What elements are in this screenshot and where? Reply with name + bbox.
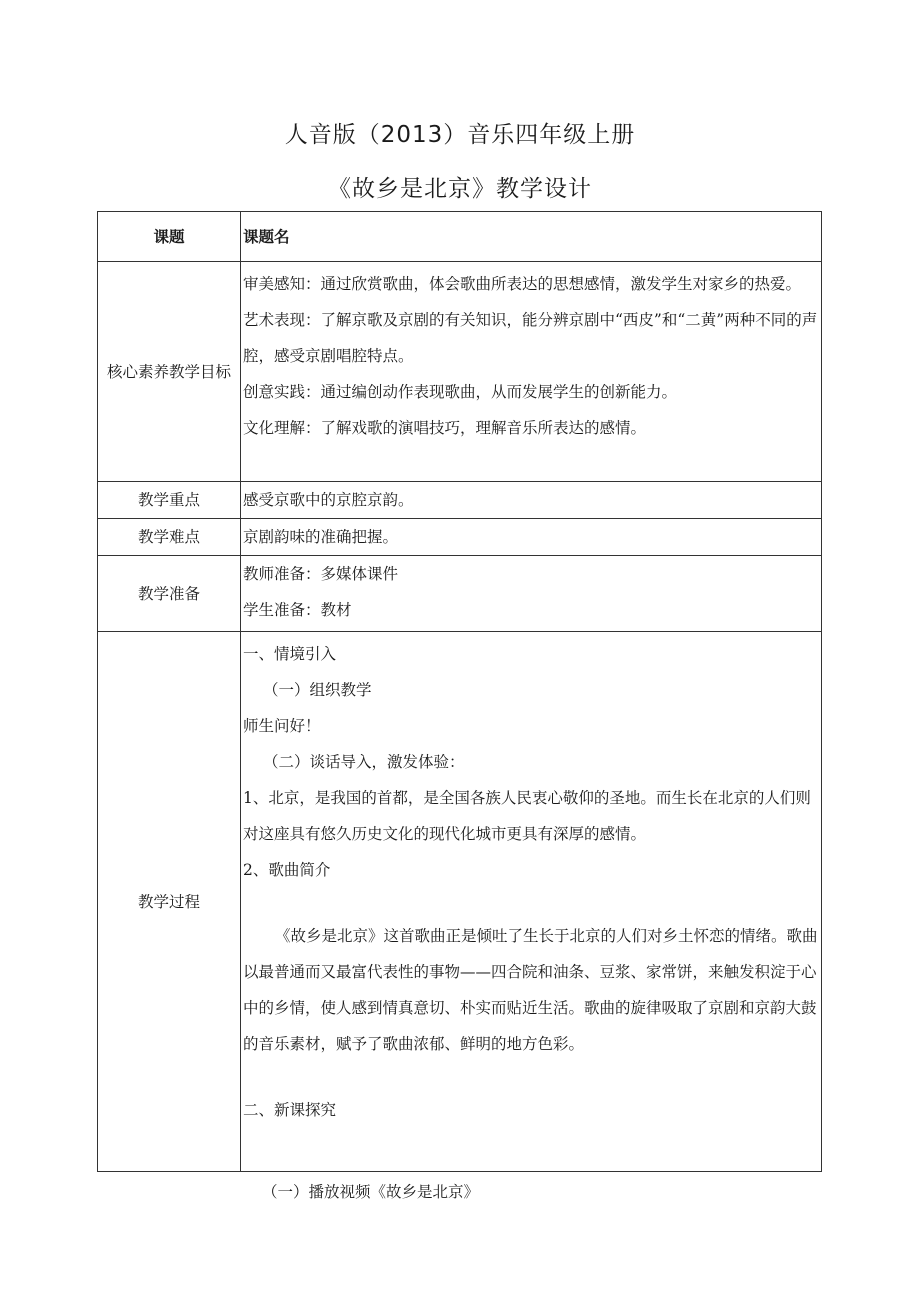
table-row-process [98, 632, 822, 1172]
lesson-plan-table [97, 211, 822, 1172]
goals-label: 核心素养教学目标 [98, 262, 241, 482]
table-row-key-point [98, 482, 822, 519]
process-section-2: 二、新课探究 [243, 1101, 337, 1119]
after-table-text: （一）播放视频《故乡是北京》 [262, 1183, 480, 1201]
process-greeting: 师生问好！ [243, 717, 321, 735]
preparation-student: 学生准备：教材 [243, 601, 352, 619]
spacer [243, 888, 821, 918]
table-row-difficulty [98, 519, 822, 556]
goal-creative: 创意实践：通过编创动作表现歌曲，从而发展学生的创新能力。 [243, 383, 678, 401]
spacer [243, 1062, 821, 1092]
table-row-preparation [98, 556, 822, 632]
process-label: 教学过程 [98, 632, 241, 1172]
process-song-intro-title: 2、歌曲简介 [243, 861, 331, 879]
goal-cultural: 文化理解：了解戏歌的演唱技巧，理解音乐所表达的感情。 [243, 419, 647, 437]
table-row-topic [98, 212, 822, 262]
process-paragraph-1: 1、北京，是我国的首都，是全国各族人民衷心敬仰的圣地。而生长在北京的人们则对这座具有悠久历史文化的现代化城市更具有深厚的感情。 [243, 789, 811, 843]
key-point-value: 感受京歌中的京腔京韵。 [241, 482, 822, 519]
document-title: 人音版（2013）音乐四年级上册 [284, 122, 636, 148]
key-point-label: 教学重点 [98, 482, 241, 519]
difficulty-label: 教学难点 [98, 519, 241, 556]
process-section-1-1: （一）组织教学 [263, 681, 372, 699]
preparation-teacher: 教师准备：多媒体课件 [243, 565, 399, 583]
preparation-label: 教学准备 [98, 556, 241, 632]
table-row-goals [98, 262, 822, 482]
topic-value: 课题名 [241, 212, 822, 262]
goal-artistic: 艺术表现：了解京歌及京剧的有关知识，能分辨京剧中“西皮”和“二黄”两种不同的声腔，感受京剧唱腔特点。 [243, 311, 818, 365]
topic-label: 课题 [98, 212, 241, 262]
goal-aesthetic: 审美感知：通过欣赏歌曲，体会歌曲所表达的思想感情，激发学生对家乡的热爱。 [243, 275, 802, 293]
difficulty-value: 京剧韵味的准确把握。 [241, 519, 822, 556]
process-section-1: 一、情境引入 [243, 645, 337, 663]
document-subtitle: 《故乡是北京》教学设计 [328, 176, 592, 202]
process-section-1-2: （二）谈话导入，激发体验： [263, 753, 465, 771]
process-song-intro: 《故乡是北京》这首歌曲正是倾吐了生长于北京的人们对乡土怀恋的情绪。歌曲以最普通而又最富代表性的事物——四合院和油条、豆浆、家常饼，来触发积淀于心中的乡情，使人感到情真意切、朴实而贴近生活。歌曲的旋律吸取了京剧和京韵大鼓的音乐素材，赋予了歌曲浓郁、鲜明的地方色彩。 [243, 927, 818, 1053]
